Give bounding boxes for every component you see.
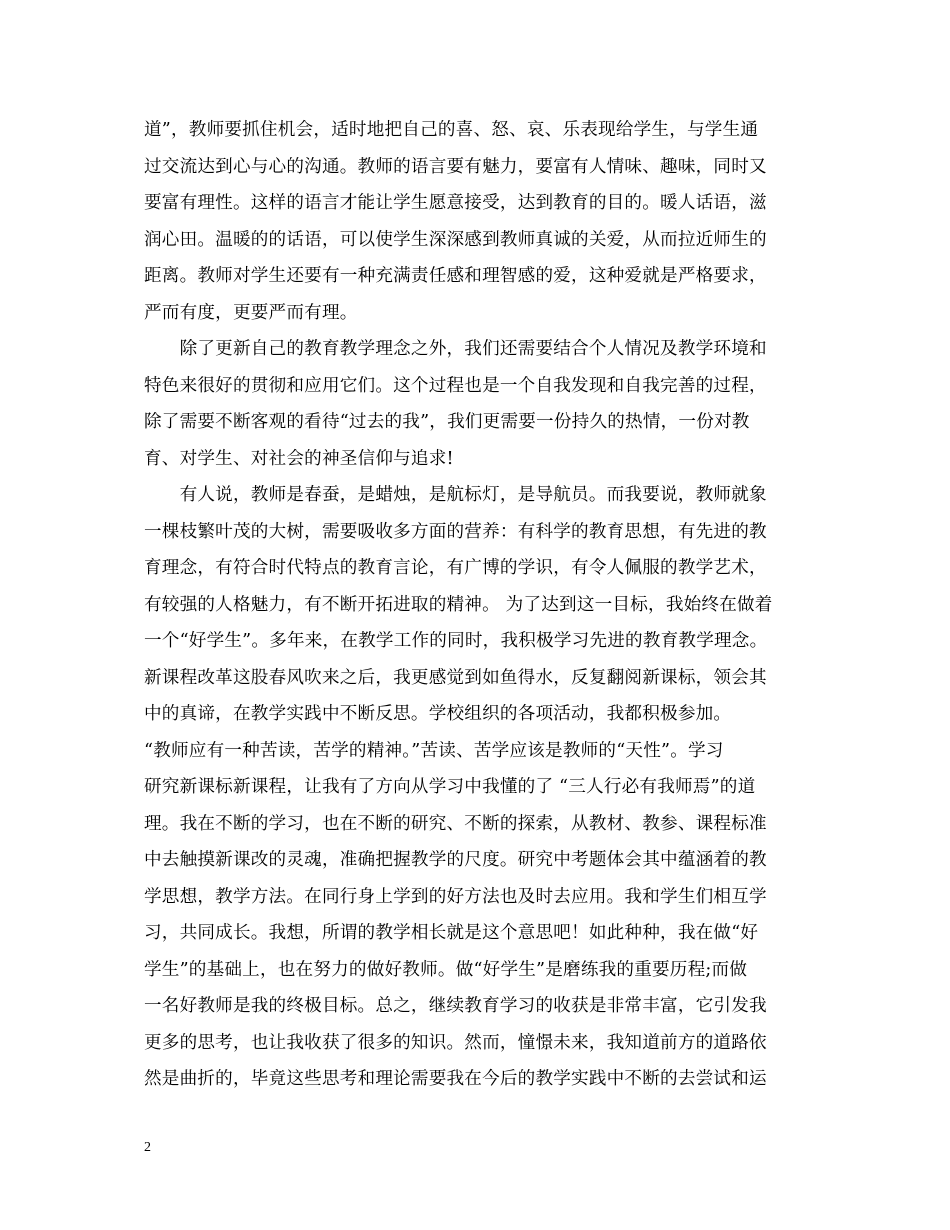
text-line: 有人说，教师是春蚕，是蜡烛，是航标灯，是导航员。而我要说，教师就象 xyxy=(144,485,767,505)
text-line: 然是曲折的，毕竟这些思考和理论需要我在今后的教学实践中不断的去尝试和运 xyxy=(144,1069,767,1089)
text-line: 有较强的人格魅力，有不断开拓进取的精神。 为了达到这一目标，我始终在做着 xyxy=(144,594,773,615)
text-line: 更多的思考，也让我收获了很多的知识。然而，憧憬未来，我知道前方的道路依 xyxy=(144,1032,767,1053)
text-line: 新课程改革这股春风吹来之后，我更感觉到如鱼得水，反复翻阅新课标，领会其 xyxy=(144,667,767,688)
text-line: 一名好教师是我的终极目标。总之，继续教育学习的收获是非常丰富，它引发我 xyxy=(144,996,767,1016)
text-line: 习，共同成长。我想，所谓的教学相长就是这个意思吧！如此种种，我在做“好 xyxy=(144,923,759,943)
text-line: 一个“好学生”。多年来，在教学工作的同时，我积极学习先进的教育教学理念。 xyxy=(144,631,768,651)
text-line: 一棵枝繁叶茂的大树，需要吸收多方面的营养：有科学的教育思想，有先进的教 xyxy=(144,521,767,542)
text-line: 过交流达到心与心的沟通。教师的语言要有魅力，要富有人情味、趣味，同时又 xyxy=(144,156,767,177)
page-number: 2 xyxy=(144,1140,151,1155)
text-line: 润心田。温暖的的话语，可以使学生深深感到教师真诚的关爱，从而拉近师生的 xyxy=(144,229,767,250)
text-line: 育、对学生、对社会的神圣信仰与追求! xyxy=(144,448,454,469)
text-line: 特色来很好的贯彻和应用它们。这个过程也是一个自我发现和自我完善的过程， xyxy=(144,375,767,396)
text-line: “教师应有一种苦读，苦学的精神。”苦读、苦学应该是教师的“天性”。学习 xyxy=(144,740,724,761)
text-line: 中的真谛，在教学实践中不断反思。学校组织的各项活动，我都积极参加。 xyxy=(144,704,732,724)
text-line: 育理念，有符合时代特点的教育言论，有广博的学识，有令人佩服的教学艺术， xyxy=(144,558,767,578)
text-line: 除了需要不断客观的看待“过去的我”，我们更需要一份持久的热情，一份对教 xyxy=(144,412,750,432)
text-line: 除了更新自己的教育教学理念之外，我们还需要结合个人情况及教学环境和 xyxy=(144,339,767,359)
text-line: 研究新课标新课程，让我有了方向从学习中我懂的了 “三人行必有我师焉”的道 xyxy=(144,777,756,797)
text-line: 学生”的基础上，也在努力的做好教师。做“好学生”是磨练我的重要历程;而做 xyxy=(144,959,748,980)
text-line: 距离。教师对学生还要有一种充满责任感和理智感的爱，这种爱就是严格要求， xyxy=(144,266,767,286)
text-line: 理。我在不断的学习，也在不断的研究、不断的探索，从教材、教参、课程标准 xyxy=(144,813,767,834)
text-line: 要富有理性。这样的语言才能让学生愿意接受，达到教育的目的。暖人话语，滋 xyxy=(144,193,767,213)
text-line: 学思想，教学方法。在同行身上学到的好方法也及时去应用。我和学生们相互学 xyxy=(144,886,767,907)
text-line: 严而有度，更要严而有理。 xyxy=(144,302,358,323)
body-text xyxy=(144,112,814,1098)
text-line: 道”，教师要抓住机会，适时地把自己的喜、怒、哀、乐表现给学生，与学生通 xyxy=(144,120,759,140)
text-line: 中去触摸新课改的灵魂，准确把握教学的尺度。研究中考题体会其中蕴涵着的教 xyxy=(144,850,767,870)
